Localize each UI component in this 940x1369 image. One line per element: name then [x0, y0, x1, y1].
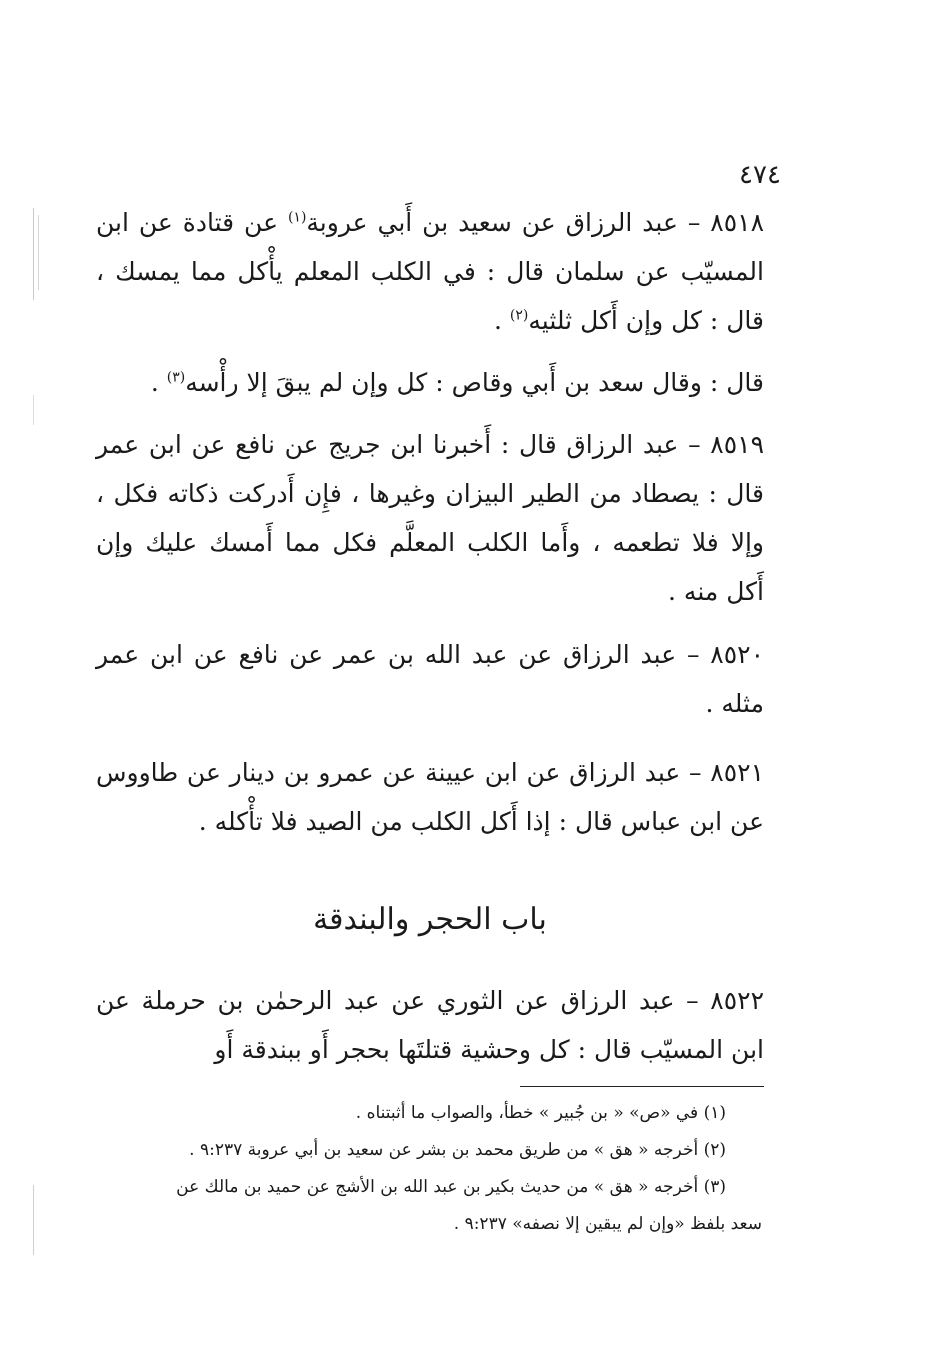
footnote-separator [520, 1086, 764, 1087]
footnote-ref: (٣) [166, 369, 186, 386]
margin-scan-mark [33, 208, 34, 300]
paragraph-text: ٨٥١٨ – عبد الرزاق عن سعيد بن أَبي عروبة [306, 208, 764, 237]
footnote-3-continuation: سعد بلفظ «وإن لم يبقين إلا نصفه» ٩:٢٣٧ . [453, 1214, 762, 1234]
paragraph-end: . [150, 368, 167, 397]
footnote-ref: (٢) [509, 307, 529, 324]
paragraph-text: قال : وقال سعد بن أَبي وقاص : كل وإن لم يبقَ إلا رأْسه [185, 368, 764, 397]
page-number: ٤٧٤ [739, 160, 781, 190]
paragraph-text: ٨٥٢٠ – عبد الرزاق عن عبد الله بن عمر عن نافع عن ابن عمر مثله . [96, 640, 764, 718]
hadith-8521 [96, 748, 764, 846]
hadith-8518 [96, 198, 764, 345]
hadith-8522 [96, 976, 764, 1074]
paragraph-text: عن قتادة عن ابن المسيّب عن سلمان قال : في الكلب المعلم يأْكل مما يمسك ، قال : كل وإن أَكل ثلثيه [96, 208, 764, 335]
paragraph-text: ٨٥٢١ – عبد الرزاق عن ابن عيينة عن عمرو بن دينار عن طاووس عن ابن عباس قال : إذا أَكل الكلب من الصيد فلا تأْكله . [96, 758, 764, 836]
margin-scan-mark [38, 215, 39, 290]
hadith-8519 [96, 420, 764, 616]
saad-saying [96, 358, 764, 407]
footnote-1: (١) في «ص» « بن جُبير » خطأ، والصواب ما أثبتناه . [355, 1103, 726, 1123]
margin-scan-mark [33, 1185, 34, 1255]
paragraph-text: ٨٥١٩ – عبد الرزاق قال : أَخبرنا ابن جريج عن نافع عن ابن عمر قال : يصطاد من الطير البيزان وغيرها ، فإِن أَدركت ذكاته فكل ، وإلا فلا تطعمه ، وأَما الكلب المعلَّم فكل مما أَمسك عليك وإن أَكل منه . [96, 430, 764, 606]
margin-scan-mark [33, 395, 34, 425]
footnote-ref: (١) [287, 209, 307, 226]
footnote-3: (٣) أخرجه « هق » من حديث بكير بن عبد الله بن الأشج عن حميد بن مالك عن [176, 1177, 726, 1197]
footnotes [96, 1095, 762, 1243]
paragraph-text: ٨٥٢٢ – عبد الرزاق عن الثوري عن عبد الرحمٰن بن حرملة عن ابن المسيّب قال : كل وحشية قتلتَها بحجر أَو ببندقة أَو [96, 986, 764, 1064]
footnote-2: (٢) أخرجه « هق » من طريق محمد بن بشر عن سعيد بن أبي عروبة ٩:٢٣٧ . [189, 1140, 726, 1160]
chapter-heading: باب الحجر والبندقة [313, 902, 547, 937]
paragraph-end: . [494, 306, 510, 335]
hadith-8520 [96, 630, 764, 728]
